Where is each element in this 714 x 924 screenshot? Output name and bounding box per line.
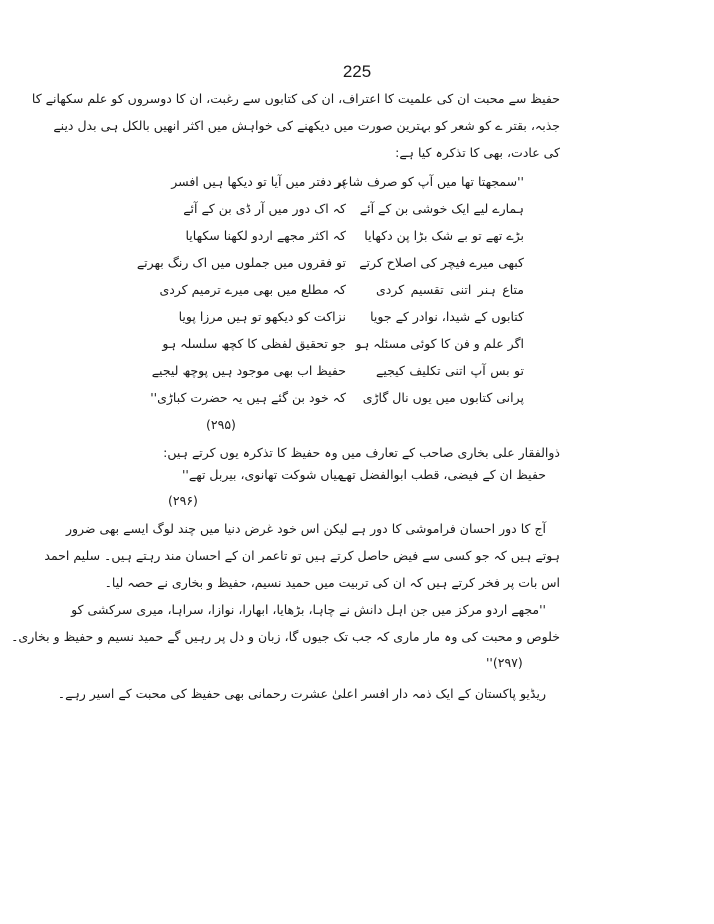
reference-number: (۲۹۶) xyxy=(168,493,198,508)
verse-row xyxy=(136,252,524,274)
paragraph-line: ہوتے ہیں کہ جو کسی سے فیض حاصل کرتے ہیں تو تاعمر ان کے احسان مند رہتے ہیں۔ سلیم احمد xyxy=(44,548,560,563)
paragraph-line: جذبہ، بقتر ے کو شعر کو بہترین صورت میں دیکھنے کی خواہش میں اکثر انھیں بالکل ہی بدل دینے xyxy=(53,118,560,133)
reference-number: (۲۹۷)'' xyxy=(486,655,523,670)
verse-misra-1: متاع ہنر اتنی تقسیم کردی xyxy=(376,282,524,297)
verse-row xyxy=(159,279,524,301)
verse-misra-2: تو فقروں میں جملوں میں اک رنگ بھرتے xyxy=(136,255,346,270)
verse-misra-2: کہ مطلع میں بھی میرے ترمیم کردی xyxy=(159,282,346,297)
verse-misra-1: ہمارے لیے ایک خوشی بن کے آئے xyxy=(359,201,524,216)
paragraph-line: خلوص و محبت کی وہ مار ماری کہ جب تک جیوں گا، زبان و دل پر رہیں گے حمید نسیم و حفیظ و بخاری۔ xyxy=(11,629,560,644)
verse-row xyxy=(178,306,524,328)
quote-line-a: حفیظ ان کے فیضی، قطب ابوالفضل تھے xyxy=(339,467,546,482)
verse-misra-2: کہ خود بن گئے ہیں یہ حضرت کباڑی'' xyxy=(150,390,346,405)
verse-row xyxy=(151,360,524,382)
verse-misra-1: تو بس آپ اتنی تکلیف کیجیے xyxy=(376,363,524,378)
verse-misra-2: کہ اکثر مجھے اردو لکھنا سکھایا xyxy=(185,228,346,243)
paragraph-line: ''مجھے اردو مرکز میں جن اہل دانش نے چاہا، بڑھایا، ابھارا، نوازا، سراہا، میری سرکشی کو xyxy=(71,602,546,617)
quote-line-b: میاں شوکت تھانوی، بیربل تھے'' xyxy=(182,467,344,482)
verse-misra-2: جو تحقیق لفظی کا کچھ سلسلہ ہو xyxy=(162,336,346,351)
paragraph-line: آج کا دور احسان فراموشی کا دور ہے لیکن اس خود غرض دنیا میں چند لوگ ایسے بھی ضرور xyxy=(65,521,546,536)
paragraph-line: اس بات پر فخر کرتے ہیں کہ ان کی تربیت میں حمید نسیم، حفیظ و بخاری نے حصہ لیا۔ xyxy=(104,575,560,590)
verse-misra-2: پر دفتر میں آیا تو دیکھا ہیں افسر xyxy=(171,174,346,189)
verse-misra-2: کہ اک دور میں آر ڈی بن کے آئے xyxy=(183,201,346,216)
verse-misra-1: اگر علم و فن کا کوئی مسئلہ ہو xyxy=(355,336,524,351)
paragraph-line: ذوالفقار علی بخاری صاحب کے تعارف میں وہ حفیظ کا تذکرہ یوں کرتے ہیں: xyxy=(163,445,560,460)
verse-misra-1: پرانی کتابوں میں یوں نال گاڑی xyxy=(362,390,524,405)
verse-row xyxy=(183,198,524,220)
verse-row xyxy=(162,333,524,355)
verse-misra-1: کبھی میرے فیچر کی اصلاح کرتے xyxy=(359,255,524,270)
verse-misra-1: بڑے تھے تو بے شک بڑا پن دکھایا xyxy=(364,228,524,243)
verse-misra-1: ''سمجھتا تھا میں آپ کو صرف شاعر xyxy=(334,174,524,189)
paragraph-line: حفیظ سے محبت ان کی علمیت کا اعتراف، ان کی کتابوں سے رغبت، ان کا دوسروں کو علم سکھانے کا xyxy=(31,91,560,106)
verse-row xyxy=(185,225,524,247)
paragraph-line: ریڈیو پاکستان کے ایک ذمہ دار افسر اعلیٰ عشرت رحمانی بھی حفیظ کی محبت کے اسیر رہے۔ xyxy=(57,686,546,701)
paragraph-line: کی عادت، بھی کا تذکرہ کیا ہے: xyxy=(395,145,560,160)
verse-row xyxy=(171,171,524,193)
verse-misra-1: کتابوں کے شیدا، نوادر کے جویا xyxy=(370,309,524,324)
verse-misra-2: حفیظ اب بھی موجود ہیں پوچھ لیجیے xyxy=(151,363,346,378)
page-number: 225 xyxy=(342,62,372,81)
verse-misra-2: نزاکت کو دیکھو تو ہیں مرزا پویا xyxy=(178,309,346,324)
verse-row xyxy=(150,387,524,409)
reference-number: (۲۹۵) xyxy=(206,417,236,432)
